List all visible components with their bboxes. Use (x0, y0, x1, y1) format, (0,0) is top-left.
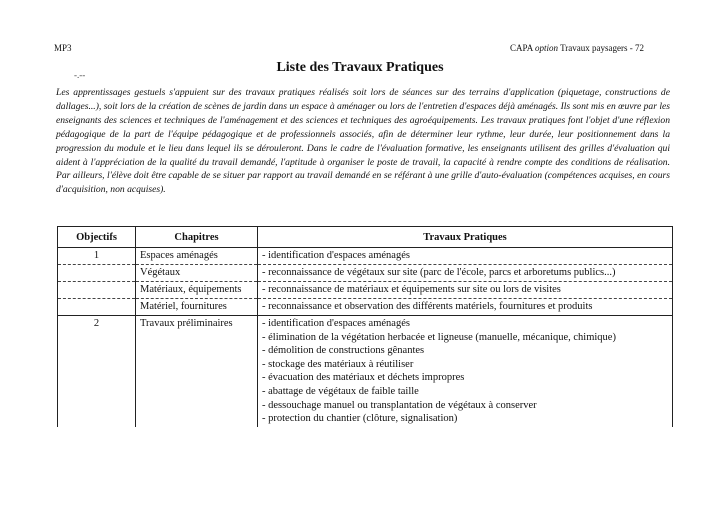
margin-mark: -.-- (74, 70, 86, 80)
table-row (58, 282, 673, 299)
header-travaux-pratiques: Travaux Pratiques (258, 227, 673, 248)
header-chapitres: Chapitres (136, 227, 258, 248)
tp-cell: - reconnaissance de végétaux sur site (parc de l'école, parcs et arboretums publics...) (258, 265, 673, 282)
table-row (58, 316, 673, 427)
chapter-cell: Espaces aménagés (136, 248, 258, 265)
table-row (58, 248, 673, 265)
tp-cell: - identification d'espaces aménagés (258, 248, 673, 265)
table-row (58, 299, 673, 316)
objectif-cell: 1 (58, 248, 136, 265)
header-objectifs: Objectifs (58, 227, 136, 248)
objectif-cell (58, 282, 136, 299)
tp-cell (258, 316, 673, 427)
header-course-ref (510, 43, 644, 53)
header-course-name: CAPA (510, 43, 533, 53)
header-option: option (534, 43, 558, 53)
chapter-cell: Végétaux (136, 265, 258, 282)
header-module-code: MP3 (54, 43, 72, 53)
tp-line: - stockage des matériaux à réutiliser (262, 358, 414, 370)
chapter-cell: Travaux préliminaires (136, 316, 258, 427)
objectif-cell: 2 (58, 316, 136, 427)
tp-cell: - reconnaissance de matériaux et équipements sur site ou lors de visites (258, 282, 673, 299)
tp-line: - identification d'espaces aménagés (262, 318, 410, 329)
tp-line: - démolition de constructions gênantes (262, 345, 425, 357)
travaux-pratiques-table (57, 226, 673, 427)
tp-line: - dessouchage manuel ou transplantation de végétaux à conserver (262, 399, 537, 411)
table-row (58, 265, 673, 282)
tp-line: - abattage de végétaux de faible taille (262, 385, 419, 397)
objectif-cell (58, 265, 136, 282)
intro-paragraph: Les apprentissages gestuels s'appuient sur des travaux pratiques réalisés soit lors de séances sur des terrains d'application (piquetage, constructions de dallages...), soit lors de la création de scènes de jardin dans un espace à aménager ou lors de l'entretien d'espaces déjà aménagés. Ils sont mis en œuvre par les enseignants des sciences et techniques de l'aménagement et des sciences et techniques des agroéquipements. Les travaux pratiques font l'objet d'une réflexion pédagogique de la part de l'équipe pédagogique et de professionnels associés, afin de déterminer leur rythme, leur durée, leur positionnement dans la progression du module et le lieu dans lequel ils se dérouleront. Dans le cadre de l'évaluation formative, les enseignants utilisent des grilles d'évaluation qui aident à l'appréciation de la qualité du travail demandé, l'aptitude à organiser le poste de travail, la capacité à rendre compte des conditions de réalisation. Par ailleurs, l'élève doit être capable de se situer par rapport au travail demandé en se référant à une grille d'auto-évaluation (compétences acquises, en cours d'acquisition, non acquises). (56, 87, 671, 196)
header-course-page: Travaux paysagers - 72 (560, 43, 644, 53)
page-title: Liste des Travaux Pratiques (276, 60, 444, 75)
tp-line: - protection du chantier (clôture, signalisation) (262, 413, 458, 425)
chapter-cell: Matériaux, équipements (136, 282, 258, 299)
tp-cell: - reconnaissance et observation des différents matériels, fournitures et produits (258, 299, 673, 316)
table-header-row (58, 227, 673, 248)
chapter-cell: Matériel, fournitures (136, 299, 258, 316)
tp-line: - évacuation des matériaux et déchets impropres (262, 372, 465, 384)
objectif-cell (58, 299, 136, 316)
tp-line: - élimination de la végétation herbacée et ligneuse (manuelle, mécanique, chimique) (262, 331, 616, 343)
